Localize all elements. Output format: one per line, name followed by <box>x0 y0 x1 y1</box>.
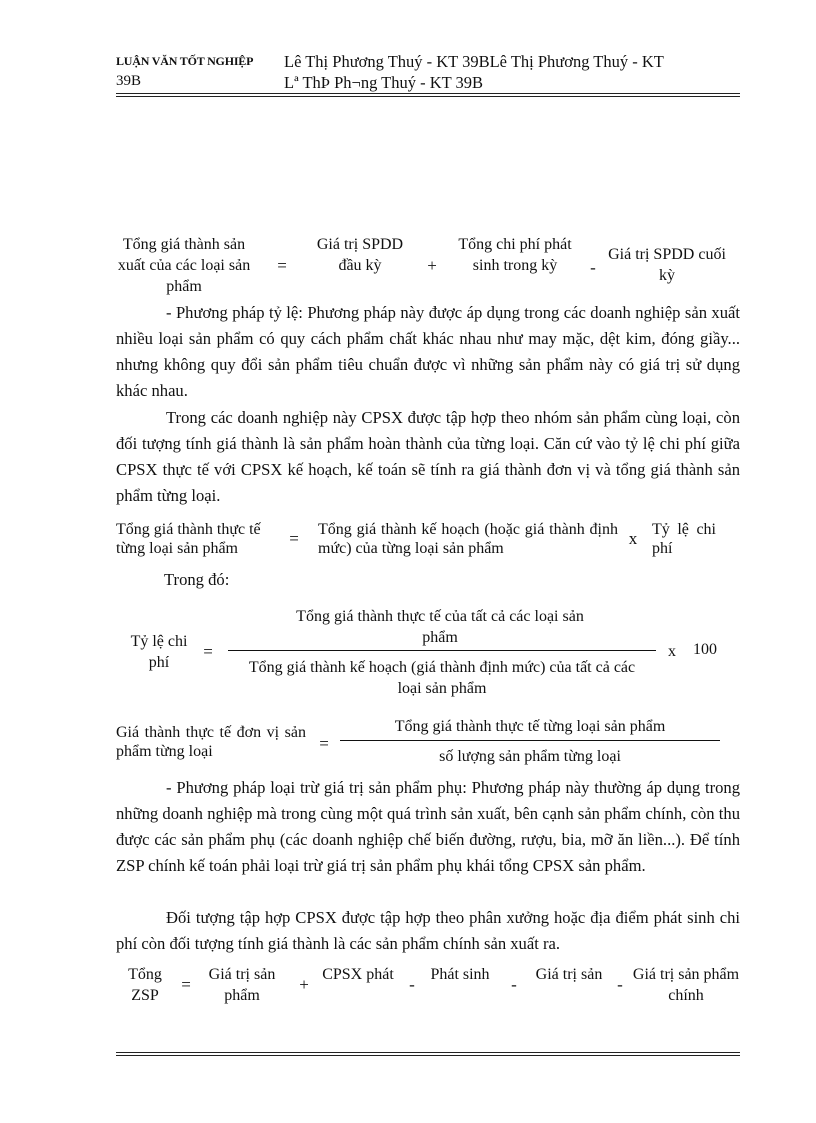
f2-times: x <box>628 529 638 548</box>
f1-minus: - <box>590 258 596 277</box>
f5-arising: Phát sinh <box>430 966 490 983</box>
header-left-title: LUẬN VĂN TỐT NGHIỆP <box>116 54 254 68</box>
footer-rule-bottom <box>116 1055 740 1056</box>
f5-minus-1: - <box>409 975 415 994</box>
f5-value: Giá trị sản <box>535 966 603 983</box>
f5-minus-3: - <box>617 975 623 994</box>
f4-fraction-bar <box>340 740 720 741</box>
f1-total-cost: Tổng giá thành sản xuất của các loại sản phẩm <box>117 236 251 295</box>
paragraph-ratio-method: - Phương pháp tỷ lệ: Phương pháp này được áp dụng trong các doanh nghiệp sản xuất nhiều loại sản phẩm có quy cách phẩm chất khác nhau như may mặc, dệt kim, đóng giầy... nhưng không quy đổi sản phẩm tiêu chuẩn được vì những sản phẩm này có giá trị sử dụng khác nhau. <box>116 303 740 400</box>
where-label: Trong đó: <box>164 570 230 589</box>
f1-period-cost: Tổng chi phí phát sinh trong kỳ <box>458 236 572 274</box>
f1-wip-begin: Giá trị SPDD đầu kỳ <box>316 236 404 274</box>
f4-numerator: Tổng giá thành thực tế từng loại sản phẩm <box>394 718 666 735</box>
f2-cost-ratio: Tỷ lệ chi phí <box>652 521 716 557</box>
f1-wip-end: Giá trị SPDD cuối kỳ <box>608 246 726 284</box>
header-author <box>284 51 744 93</box>
f5-plus: + <box>299 975 309 994</box>
f3-equals: = <box>203 642 213 661</box>
header-author-line-1: Lê Thị Phương Thuý - KT 39BLê Thị Phương Thuý - KT <box>284 52 664 71</box>
f1-equals: = <box>277 256 287 275</box>
header-rule-bottom <box>116 96 740 97</box>
header-left-title-2: 39B <box>116 73 142 89</box>
paragraph-byproduct-method: - Phương pháp loại trừ giá trị sản phẩm phụ: Phương pháp này thường áp dụng trong những doanh nghiệp mà trong cùng một quá trình sản xuất, bên cạnh sản phẩm chính, còn thu được các sản phẩm phụ (các doanh nghiệp chế biến đường, rượu, bia, mỡ ăn liền...). Để tính ZSP chính kế toán phải loại trừ giá trị sản phẩm phụ khái tổng CPSX sản phẩm. <box>116 778 740 875</box>
f3-denominator: Tổng giá thành kế hoạch (giá thành định mức) của tất cả các loại sản phẩm <box>248 659 636 697</box>
header-author-line-2: Lª ThÞ Ph¬ng Thuý - KT 39B <box>284 73 484 92</box>
f3-times: x <box>668 643 676 660</box>
f3-fraction-bar <box>228 650 656 651</box>
paragraph-ratio-detail: Trong các doanh nghiệp này CPSX được tập hợp theo nhóm sản phẩm cùng loại, còn đối tượng tính giá thành là sản phẩm hoàn thành của từng loại. Căn cứ vào tỷ lệ chi phí giữa CPSX thực tế với CPSX kế hoạch, kế toán sẽ tính ra giá thành đơn vị và tổng giá thành sản phẩm từng loại. <box>116 408 740 505</box>
f4-unit-actual-cost: Giá thành thực tế đơn vị sản phẩm từng loại <box>116 724 306 760</box>
f2-equals: = <box>289 529 299 548</box>
f3-numerator: Tổng giá thành thực tế của tất cả các loại sản phẩm <box>296 608 584 646</box>
f3-cost-ratio: Tỷ lệ chi phí <box>130 633 188 671</box>
f5-cpsx: CPSX phát <box>322 966 394 983</box>
paragraph-cost-object: Đối tượng tập hợp CPSX được tập hợp theo phân xưởng hoặc địa điểm phát sinh chi phí còn đối tượng tính giá thành là các sản phẩm chính sản xuất ra. <box>116 908 740 953</box>
f1-plus: + <box>427 256 437 275</box>
f3-factor: 100 <box>693 641 717 658</box>
f5-product-value: Giá trị sản phẩm <box>208 966 276 1004</box>
f5-main-product-value: Giá trị sản phẩm chính <box>632 966 740 1004</box>
f5-total-zsp: Tổng ZSP <box>128 966 162 1004</box>
f2-planned-cost: Tổng giá thành kế hoạch (hoặc giá thành định mức) của từng loại sản phẩm <box>318 521 618 557</box>
header-rule-top <box>116 93 740 94</box>
f5-minus-2: - <box>511 975 517 994</box>
f5-equals: = <box>181 975 191 994</box>
f4-denominator: số lượng sản phẩm từng loại <box>439 748 621 765</box>
footer-rule-top <box>116 1052 740 1053</box>
f2-actual-cost: Tổng giá thành thực tế từng loại sản phẩm <box>116 521 261 557</box>
f4-equals: = <box>319 734 329 753</box>
